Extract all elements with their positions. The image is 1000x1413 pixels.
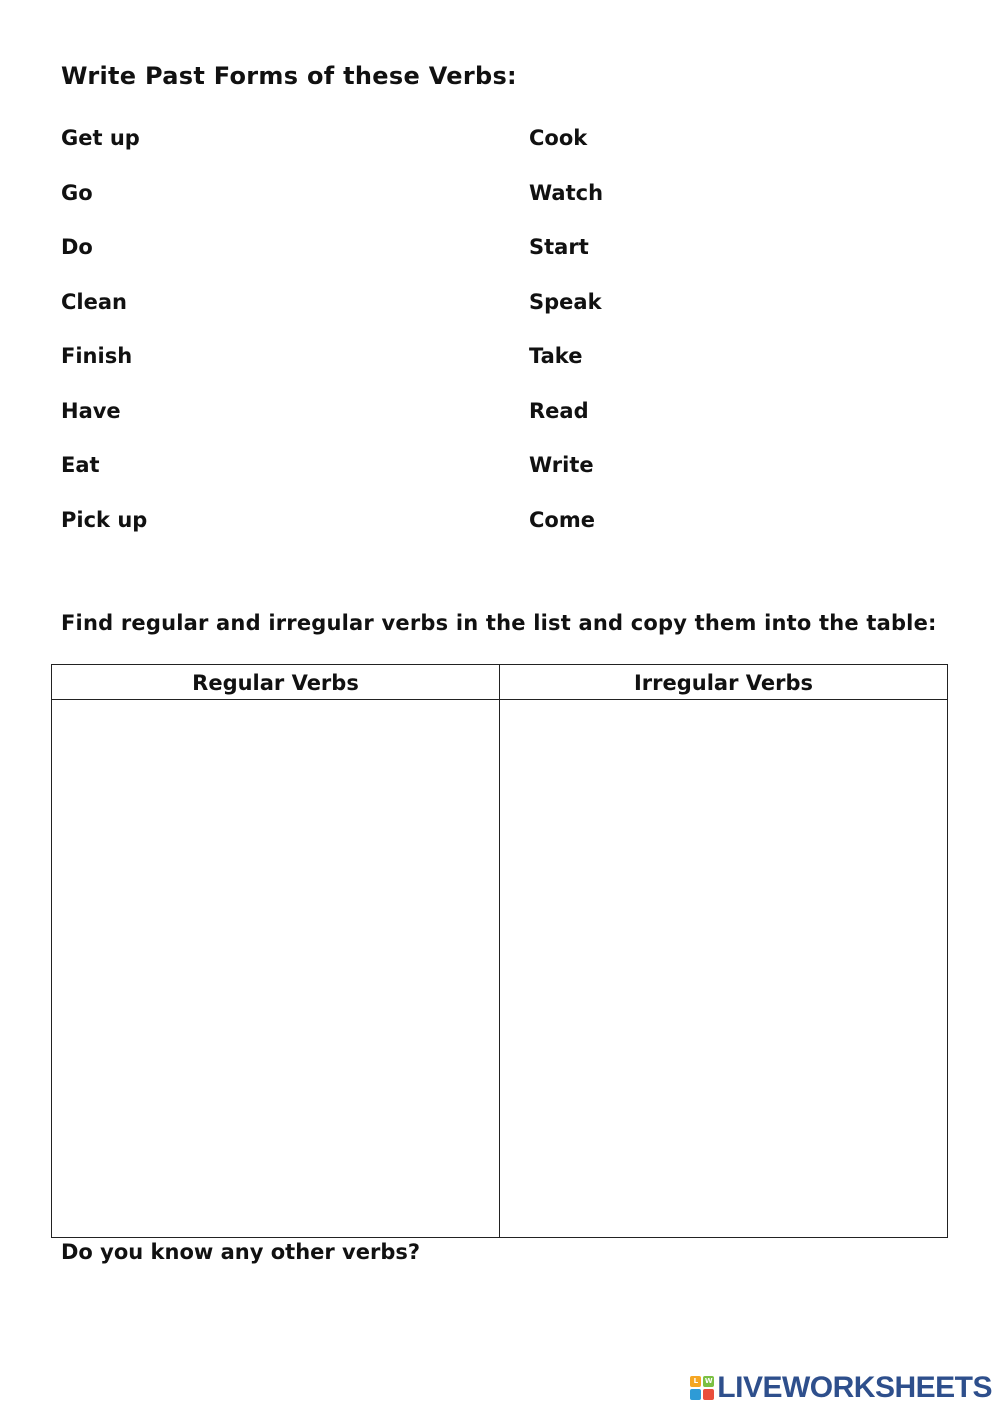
verb-item: Cook	[529, 126, 588, 150]
verb-item: Get up	[61, 126, 140, 150]
verb-item: Go	[61, 180, 93, 205]
verb-list-left	[61, 120, 461, 556]
brand-name: LIVEWORKSHEETS	[717, 1371, 992, 1404]
regular-verbs-header: Regular Verbs	[52, 665, 500, 699]
liveworksheets-logo	[690, 1371, 992, 1405]
table-instruction: Find regular and irregular verbs in the list and copy them into the table:	[61, 611, 937, 635]
verb-item: Start	[529, 235, 589, 259]
irregular-verbs-answer-cell[interactable]	[500, 700, 947, 1237]
liveworksheets-icon	[690, 1376, 714, 1400]
verb-item: Eat	[61, 453, 100, 477]
verb-item: Have	[61, 398, 121, 423]
worksheet-title: Write Past Forms of these Verbs:	[61, 62, 517, 90]
table-body-row	[52, 700, 947, 1237]
regular-verbs-answer-cell[interactable]	[52, 700, 500, 1237]
irregular-verbs-header: Irregular Verbs	[633, 671, 814, 695]
table-header-row	[52, 665, 947, 700]
logo-square-icon: W	[704, 1377, 713, 1385]
logo-square-icon: L	[690, 1376, 701, 1387]
verb-list-right	[529, 120, 929, 556]
verb-item: Write	[529, 453, 594, 477]
verb-item: Clean	[61, 289, 127, 314]
verb-item: Finish	[61, 344, 133, 368]
verb-item: Speak	[529, 289, 602, 314]
logo-square-icon	[690, 1389, 701, 1400]
verb-sort-table	[51, 664, 948, 1238]
verb-item: Read	[529, 398, 589, 423]
verb-item: Pick up	[61, 507, 148, 532]
verb-item: Come	[529, 507, 595, 532]
verb-item: Watch	[529, 180, 604, 205]
verb-item: Take	[529, 344, 583, 368]
logo-square-icon	[703, 1389, 714, 1400]
other-verbs-question: Do you know any other verbs?	[61, 1240, 421, 1264]
verb-item: Do	[61, 235, 93, 259]
